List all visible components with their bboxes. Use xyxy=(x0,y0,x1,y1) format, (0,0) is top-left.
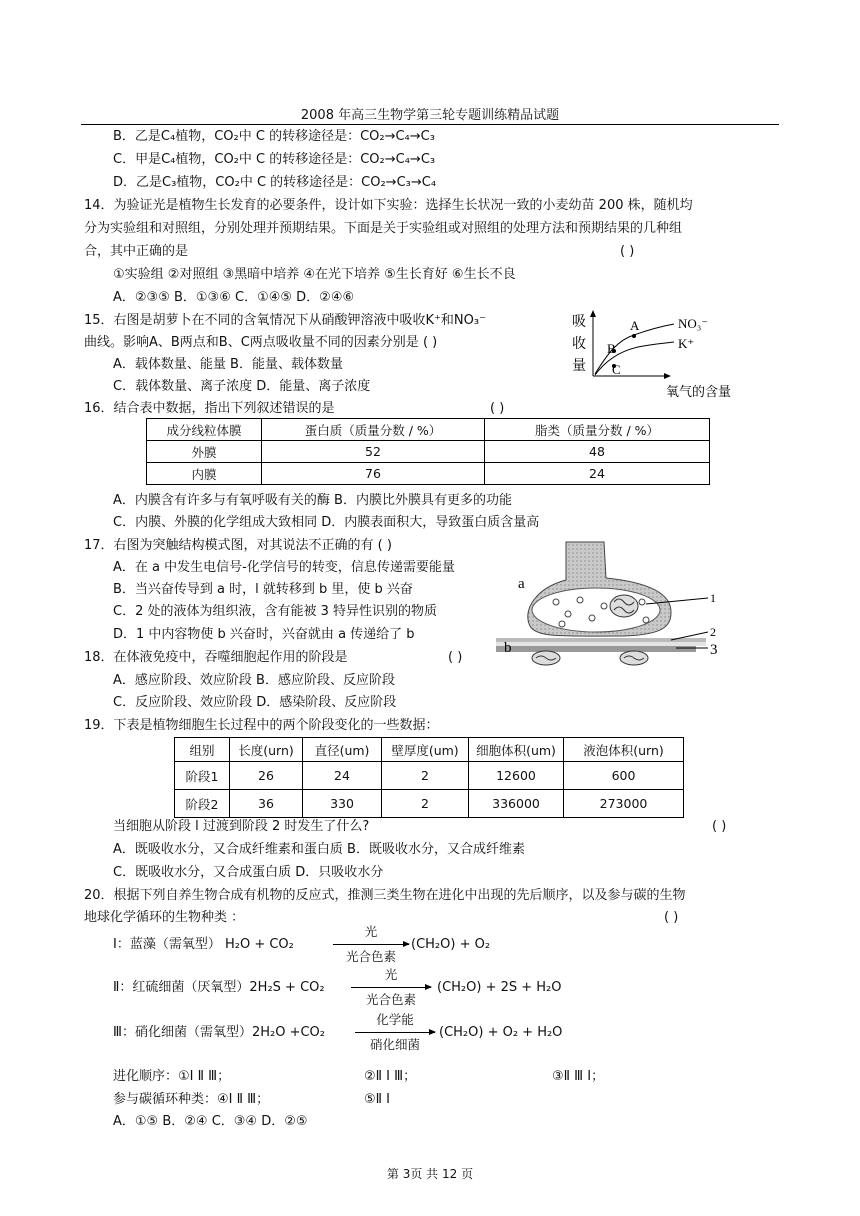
table-cell: 2 xyxy=(382,762,469,790)
q15-text: 曲线。影响A、B两点和B、C两点吸收量不同的因素分别是 ( ) xyxy=(84,335,438,350)
table-cell: 330 xyxy=(303,790,382,818)
q18-text: 18．在体液免疫中，吞噬细胞起作用的阶段是 xyxy=(84,650,348,665)
q14-text: 分为实验组和对照组，分别处理并预期结果。下面是关于实验组或对照组的处理方法和预期结果的几种组 xyxy=(84,221,683,236)
label-3: 3 xyxy=(710,642,718,658)
table-cell: 76 xyxy=(262,463,485,485)
curve-k-label: K⁺ xyxy=(678,336,695,351)
table-header: 细胞体积(um) xyxy=(469,738,564,762)
xlabel: 氧气的含量 xyxy=(666,384,732,399)
header-rule xyxy=(81,124,779,125)
table-cell: 24 xyxy=(303,762,382,790)
evolution-order: ②Ⅱ Ⅰ Ⅲ； xyxy=(364,1069,417,1084)
arrow-icon xyxy=(351,987,431,988)
evolution-order: ③Ⅱ Ⅲ Ⅰ； xyxy=(552,1069,605,1084)
reaction-right: (CH₂O) + O₂ xyxy=(411,937,491,952)
reaction-right: (CH₂O) + 2S + H₂O xyxy=(437,980,562,995)
reaction-left: Ⅱ：红硫细菌（厌氧型）2H₂S + CO₂ xyxy=(113,980,325,995)
reaction-condition: 化学能 xyxy=(376,1012,414,1027)
arrow-icon xyxy=(333,944,409,945)
table-cell: 26 xyxy=(230,762,303,790)
table-cell: 内膜 xyxy=(147,463,262,485)
table-header: 成分线粒体膜 xyxy=(147,419,262,441)
table-cell: 273000 xyxy=(564,790,684,818)
label-1: 1 xyxy=(710,591,716,605)
q20-text: 地球化学循环的生物种类 ： xyxy=(84,910,245,925)
q16-options: C．内膜、外膜的化学组成大致相同 D．内膜表面积大，导致蛋白质含量高 xyxy=(113,515,540,530)
table-cell: 阶段2 xyxy=(175,790,230,818)
q17-options: B．当兴奋传导到 a 时，l 就转移到 b 里，使 b 兴奋 xyxy=(113,582,413,597)
cell-growth-table xyxy=(174,737,684,818)
table-cell: 48 xyxy=(485,441,710,463)
option-b: B．乙是C₄植物，CO₂中 C 的转移途径是：CO₂→C₄→C₃ xyxy=(113,129,435,144)
q17-options: D．1 中内容物使 b 兴奋时，兴奋就由 a 传递给了 b xyxy=(113,627,415,642)
table-header: 长度(urn) xyxy=(230,738,303,762)
table-header: 蛋白质（质量分数 / %） xyxy=(262,419,485,441)
q16-options: A．内膜含有许多与有氧呼吸有关的酶 B．内膜比外膜具有更多的功能 xyxy=(113,493,512,508)
reaction-catalyst: 光合色素 xyxy=(365,992,416,1007)
reaction-3 xyxy=(113,1010,713,1056)
arrow-icon xyxy=(355,1032,435,1033)
table-cell: 600 xyxy=(564,762,684,790)
q15-text: 15．右图是胡萝卜在不同的含氧情况下从硝酸钾溶液中吸收K⁺和NO₃⁻ xyxy=(84,313,486,328)
page-footer: 第 3页 共 12 页 xyxy=(386,1167,474,1181)
option-c: C．甲是C₄植物，CO₂中 C 的转移途径是：CO₂→C₄→C₃ xyxy=(113,152,436,167)
q14-text: 合，其中正确的是 xyxy=(84,244,189,259)
table-cell: 36 xyxy=(230,790,303,818)
q15-options: C．载体数量、离子浓度 D．能量、离子浓度 xyxy=(113,379,371,394)
answer-blank: ( ) xyxy=(664,910,679,925)
label-a: a xyxy=(518,576,525,592)
table-cell: 外膜 xyxy=(147,441,262,463)
q19-question: 当细胞从阶段 l 过渡到阶段 2 时发生了什么? xyxy=(113,819,370,834)
label-b: b xyxy=(504,640,512,656)
reaction-left: Ⅲ：硝化细菌（需氧型）2H₂O +CO₂ xyxy=(113,1025,325,1040)
membrane-table xyxy=(146,418,710,485)
q19-options: C．既吸收水分，又合成蛋白质 D．只吸收水分 xyxy=(113,865,384,880)
table-header: 液泡体积(urn) xyxy=(564,738,684,762)
q14-text: 14．为验证光是植物生长发育的必要条件，设计如下实验：选择生长状况一致的小麦幼苗 200 株，随机均 xyxy=(84,198,693,213)
q20-text: 20．根据下列自养生物合成有机物的反应式，推测三类生物在进化中出现的先后顺序，以及参与碳的生物 xyxy=(84,888,686,903)
reaction-catalyst: 光合色素 xyxy=(345,949,396,964)
point-a-label: A xyxy=(630,318,640,333)
carbon-cycle: ⑤Ⅱ Ⅰ xyxy=(364,1092,391,1107)
answer-blank: ( ) xyxy=(712,819,727,834)
table-cell: 阶段1 xyxy=(175,762,230,790)
absorption-graph xyxy=(568,308,768,400)
table-cell: 24 xyxy=(485,463,710,485)
carbon-cycle: 参与碳循环种类：④Ⅰ Ⅱ Ⅲ； xyxy=(113,1092,270,1107)
q20-options: A．①⑤ B．②④ C．③④ D．②⑤ xyxy=(113,1114,308,1129)
evolution-order: 进化顺序：①Ⅰ Ⅱ Ⅲ； xyxy=(113,1069,231,1084)
reaction-left: Ⅰ：蓝藻（需氧型） H₂O + CO₂ xyxy=(113,937,294,952)
ylabel-char: 收 xyxy=(572,337,586,352)
q17-options: A．在 a 中发生电信号-化学信号的转变，信息传递需要能量 xyxy=(113,560,455,575)
table-header: 脂类（质量分数 / %） xyxy=(485,419,710,441)
point-c-label: C xyxy=(612,362,621,377)
table-cell: 12600 xyxy=(469,762,564,790)
reaction-condition: 光 xyxy=(364,924,378,939)
reaction-catalyst: 硝化细菌 xyxy=(369,1037,420,1052)
ylabel-char: 吸 xyxy=(572,315,586,330)
q17-text: 17．右图为突触结构模式图，对其说法不正确的有 ( ) xyxy=(84,538,392,553)
table-cell: 2 xyxy=(382,790,469,818)
option-d: D．乙是C₃植物，CO₂中 C 的转移途径是：CO₂→C₃→C₄ xyxy=(113,175,437,190)
synapse-diagram xyxy=(496,540,766,670)
q14-options: A．②③⑤ B．①③⑥ C．①④⑤ D．②④⑥ xyxy=(113,290,355,305)
reaction-1 xyxy=(113,922,713,968)
curve-no3-label: NO₃⁻ xyxy=(678,316,709,331)
q15-options: A．载体数量、能量 B．能量、载体数量 xyxy=(113,357,343,372)
ylabel-char: 量 xyxy=(572,359,586,374)
table-cell: 336000 xyxy=(469,790,564,818)
answer-blank: ( ) xyxy=(620,244,635,259)
q19-text: 19．下表是植物细胞生长过程中的两个阶段变化的一些数据： xyxy=(84,718,439,733)
q18-options: A．感应阶段、效应阶段 B．感应阶段、反应阶段 xyxy=(113,673,395,688)
q19-options: A．既吸收水分，又合成纤维素和蛋白质 B．既吸收水分，又合成纤维素 xyxy=(113,842,525,857)
answer-blank: ( ) xyxy=(490,401,505,416)
q17-options: C．2 处的液体为组织液，含有能被 3 特异性识别的物质 xyxy=(113,604,438,619)
q18-options: C．反应阶段、效应阶段 D．感染阶段、反应阶段 xyxy=(113,695,397,710)
reaction-2 xyxy=(113,965,713,1011)
reaction-right: (CH₂O) + O₂ + H₂O xyxy=(439,1025,563,1040)
q16-text: 16．结合表中数据，指出下列叙述错误的是 xyxy=(84,401,335,416)
point-b-label: B xyxy=(607,341,616,356)
label-2: 2 xyxy=(710,625,716,639)
table-header: 直径(um) xyxy=(303,738,382,762)
reaction-condition: 光 xyxy=(384,967,398,982)
answer-blank: ( ) xyxy=(448,650,463,665)
q14-items: ①实验组 ②对照组 ③黑暗中培养 ④在光下培养 ⑤生长育好 ⑥生长不良 xyxy=(113,267,516,282)
table-cell: 52 xyxy=(262,441,485,463)
table-header: 组别 xyxy=(175,738,230,762)
page-header: 2008 年高三生物学第三轮专题训练精品试题 xyxy=(300,108,560,123)
table-header: 壁厚度(um) xyxy=(382,738,469,762)
